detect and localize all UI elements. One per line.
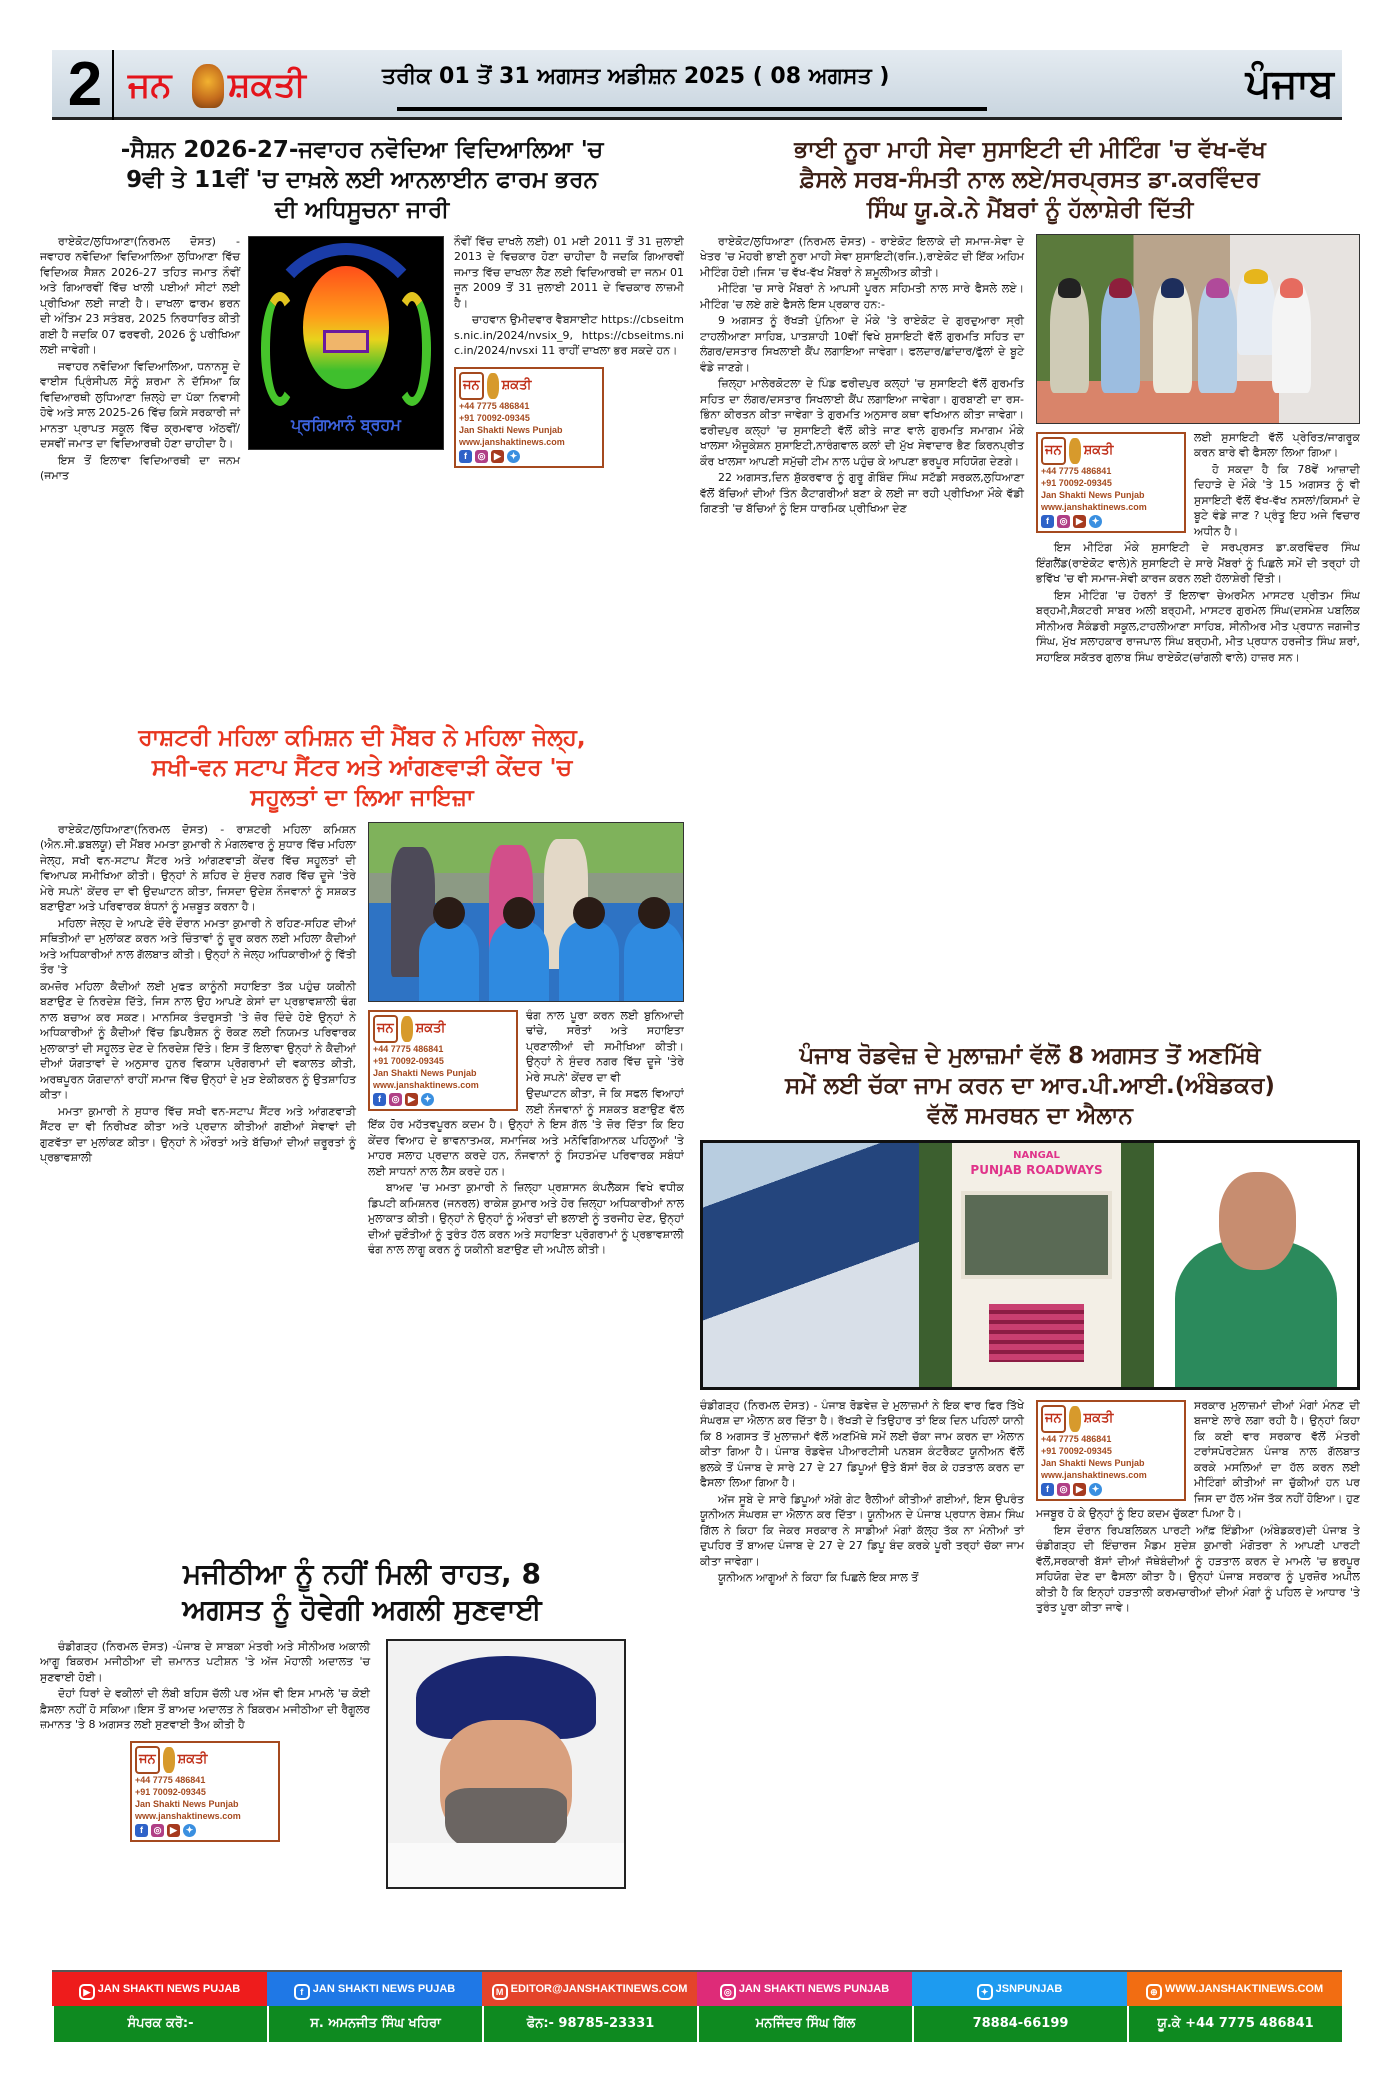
- article-body-col1: [700, 1398, 1024, 1617]
- paragraph-website[interactable]: ਚਾਹਵਾਨ ਉਮੀਦਵਾਰ ਵੈਬਸਾਈਟ https://cbseitms.nic.in/2024/nvsix_9, https://cbseitms.nic.in/2024/nvsxi 11 ਰਾਹੀਂ ਦਾਖਲਾ ਭਰ ਸਕਦੇ ਹਨ।: [454, 313, 684, 358]
- article-majithia: [40, 1556, 684, 1960]
- meeting-photo: [1036, 234, 1360, 424]
- section-name: ਪੰਜਾਬ: [1245, 61, 1334, 107]
- contact-footer: [52, 1970, 1342, 2042]
- paragraph: ਰਾਏਕੋਟ/ਲੁਧਿਆਣਾ(ਨਿਰਮਲ ਦੋਸਤ) - ਰਾਸ਼ਟਰੀ ਮਹਿਲਾ ਕਮਿਸ਼ਨ (ਐਨ.ਸੀ.ਡਬਲਯੂ) ਦੀ ਮੈਂਬਰ ਮਮਤਾ ਕੁਮਾਰੀ ਨੇ ਮੰਗਲਵਾਰ ਨੂੰ ਸੁਧਾਰ ਵਿੱਚ ਮਹਿਲਾ ਜੇਲ੍ਹ, ਸਖੀ ਵਨ-ਸਟਾਪ ਸੈਂਟਰ ਅਤੇ ਆਂਗਣਵਾੜੀ ਕੇਂਦਰ ਵਿੱਚ ਸਹੂਲਤਾਂ ਦੀ ਵਿਆਪਕ ਸਮੀਖਿਆ ਕੀਤੀ। ਉਨ੍ਹਾਂ ਨੇ ਸ਼ਹਿਰ ਦੇ ਸੁੰਦਰ ਨਗਰ ਵਿੱਚ ਦੂਜੇ 'ਤੇਰੇ ਮੇਰੇ ਸਪਨੇ' ਕੇਂਦਰ ਦਾ ਵੀ ਉਦਘਾਟਨ ਕੀਤਾ, ਜਿਸਦਾ ਉਦੇਸ਼ ਨੌਜਵਾਨਾਂ ਨੂੰ ਸਸ਼ਕਤ ਬਣਾਉਣਾ ਅਤੇ ਪਰਿਵਾਰਕ ਬੰਧਨਾਂ ਨੂੰ ਮਜ਼ਬੂਤ ਕਰਨਾ ਹੈ।: [40, 822, 356, 914]
- headline-navodaya[interactable]: [40, 136, 684, 226]
- article-society-meeting: [700, 136, 1360, 1036]
- paragraph: ਰਾਏਕੋਟ/ਲੁਧਿਆਣਾ(ਨਿਰਮਲ ਦੋਸਤ) - ਜਵਾਹਰ ਨਵੋਦਿਆ ਵਿਦਿਆਲਿਆ ਲੁਧਿਆਣਾ ਵਿੱਚ ਵਿਦਿਅਕ ਸੈਸ਼ਨ 2026-27 ਤਹਿਤ ਜਮਾਤ ਨੌਵੀਂ ਅਤੇ ਗਿਆਰਵੀਂ ਵਿੱਚ ਖਾਲੀ ਪਈਆਂ ਸੀਟਾਂ ਲਈ ਪ੍ਰੀਖਿਆ ਲਈ ਜਾਣੀ ਹੈ। ਦਾਖਲਾ ਫਾਰਮ ਭਰਨ ਦੀ ਅੰਤਿਮ 23 ਸਤੰਬਰ, 2025 ਨਿਰਧਾਰਿਤ ਕੀਤੀ ਗਈ ਹੈ ਜਦਕਿ 07 ਫਰਵਰੀ, 2026 ਨੂੰ ਪਰੀਖਿਆ ਲਈ ਜਾਵੇਗੀ।: [40, 234, 240, 357]
- bus-grill: [989, 1304, 1083, 1363]
- ad-website[interactable]: www.janshaktinews.com: [1041, 501, 1147, 512]
- ad-website[interactable]: www.janshaktinews.com: [1041, 1469, 1147, 1480]
- footer-link-instagram[interactable]: [697, 1972, 912, 2006]
- punjab-map-icon: [1069, 438, 1081, 464]
- footer-link-label: WWW.JANSHAKTINEWS.COM: [1164, 1983, 1324, 1995]
- ad-phone-in: +91 70092-09345: [373, 1055, 444, 1066]
- headline-line: -ਸੈਸ਼ਨ 2026-27-ਜਵਾਹਰ ਨਵੋਦਿਆ ਵਿਦਿਆਲਿਆ 'ਚ: [120, 137, 604, 163]
- instagram-icon: ◎: [1057, 515, 1070, 528]
- headline-line: ਵੱਲੋਂ ਸਮਰਥਨ ਦਾ ਐਲਾਨ: [927, 1102, 1133, 1129]
- headline-line: ਪੰਜਾਬ ਰੋਡਵੇਜ਼ ਦੇ ਮੁਲਾਜ਼ਮਾਂ ਵੱਲੋਂ 8 ਅਗਸਤ ਤੋਂ ਅਣਮਿੱਥੇ: [799, 1043, 1261, 1069]
- person: [1101, 280, 1140, 393]
- paragraph: ਬਾਅਦ 'ਚ ਮਮਤਾ ਕੁਮਾਰੀ ਨੇ ਜ਼ਿਲ੍ਹਾ ਪ੍ਰਸ਼ਾਸਨ ਕੰਪਲੈਕਸ ਵਿਖੇ ਵਧੀਕ ਡਿਪਟੀ ਕਮਿਸ਼ਨਰ (ਜਨਰਲ) ਰਾਕੇਸ਼ ਕੁਮਾਰ ਅਤੇ ਹੋਰ ਜ਼ਿਲ੍ਹਾ ਅਧਿਕਾਰੀਆਂ ਨਾਲ ਮੁਲਾਕਾਤ ਕੀਤੀ। ਉਨ੍ਹਾਂ ਨੇ ਉਨ੍ਹਾਂ ਨੂੰ ਔਰਤਾਂ ਦੀ ਭਲਾਈ ਨੂੰ ਤਰਜੀਹ ਦੇਣ, ਉਨ੍ਹਾਂ ਦੀਆਂ ਚੁਣੌਤੀਆਂ ਨੂੰ ਤੁਰੰਤ ਹੱਲ ਕਰਨ ਅਤੇ ਸਹਾਇਤਾ ਪ੍ਰੋਗਰਾਮਾਂ ਨੂੰ ਪ੍ਰਭਾਵਸ਼ਾਲੀ ਢੰਗ ਨਾਲ ਲਾਗੂ ਕਰਨ ਨੂੰ ਯਕੀਨੀ ਬਣਾਉਣ ਦੀ ਅਪੀਲ ਕੀਤੀ।: [368, 1181, 684, 1257]
- advertisement-box[interactable]: [1036, 1400, 1186, 1501]
- mail-icon: M: [492, 1984, 508, 2000]
- headline-line: 9ਵੀ ਤੇ 11ਵੀਂ 'ਚ ਦਾਖ਼ਲੇ ਲਈ ਆਨਲਾਈਨ ਫਾਰਮ ਭਰਨ: [126, 166, 598, 193]
- paragraph: 22 ਅਗਸਤ,ਦਿਨ ਸ਼ੁੱਕਰਵਾਰ ਨੂੰ ਗੁਰੂ ਗੋਬਿੰਦ ਸਿੰਘ ਸਟੱਡੀ ਸਰਕਲ,ਲੁਧਿਆਣਾ ਵੱਲੋਂ ਬੱਚਿਆਂ ਦੀਆਂ ਤਿੰਨ ਕੈਟਾਗਰੀਆਂ ਬਣਾ ਕੇ ਲਈ ਜਾ ਰਹੀ ਪ੍ਰੀਖਿਆ ਮੌਕੇ ਵੱਡੀ ਗਿਣਤੀ 'ਚ ਬੱਚਿਆਂ ਨੂੰ ਇਸ ਧਾਰਮਿਕ ਪ੍ਰੀਖਿਆ ਦੇਣ: [700, 471, 1024, 516]
- page-number: 2: [58, 50, 114, 120]
- shirt: [388, 1843, 624, 1887]
- facebook-icon: f: [294, 1984, 310, 2000]
- article-body-col2: [454, 234, 684, 485]
- footer-link-label: JAN SHAKTI NEWS PUJAB: [97, 1983, 241, 1995]
- paragraph: 9 ਅਗਸਤ ਨੂੰ ਰੱਖੜੀ ਪੁੰਨਿਆ ਦੇ ਮੌਕੇ 'ਤੇ ਰਾਏਕੋਟ ਦੇ ਗੁਰਦੁਆਰਾ ਸ੍ਰੀ ਟਾਹਲੀਆਣਾ ਸਾਹਿਬ, ਪਾਤਸ਼ਾਹੀ 10ਵੀਂ ਵਿਖੇ ਸੁਸਾਇਟੀ ਵੱਲੋਂ ਗੁਰਮਤਿ ਸਹਿਤ ਦਾ ਲੰਗਰ/ਦਸਤਾਰ ਸਿਖਲਾਈ ਕੈਂਪ ਲਗਾਇਆ ਜਾਵੇਗਾ। ਫਲਦਾਰ/ਛਾਂਦਾਰ/ਫੁੱਲਾਂ ਦੇ ਬੂਟੇ ਵੰਡੇ ਜਾਣਗੇ।: [700, 314, 1024, 374]
- article-women-commission: [40, 724, 684, 1550]
- headline-majithia[interactable]: [40, 1556, 684, 1629]
- headline-roadways[interactable]: [700, 1042, 1360, 1132]
- headline-line: ਦੀ ਅਧਿਸੂਚਨਾ ਜਾਰੀ: [274, 196, 450, 223]
- paragraph: ਚੰਡੀਗੜ੍ਹ (ਨਿਰਮਲ ਦੋਸਤ) -ਪੰਜਾਬ ਦੇ ਸਾਬਕਾ ਮੰਤਰੀ ਅਤੇ ਸੀਨੀਅਰ ਅਕਾਲੀ ਆਗੂ ਬਿਕਰਮ ਮਜੀਠੀਆ ਦੀ ਜ਼ਮਾਨਤ ਪਟੀਸ਼ਨ 'ਤੇ ਅੱਜ ਮੋਹਾਲੀ ਅਦਾਲਤ 'ਚ ਸੁਣਵਾਈ ਹੋਈ।: [40, 1639, 370, 1684]
- ad-shakti: ਸ਼ਕਤੀ: [177, 1751, 208, 1767]
- ad-phone-in: +91 70092-09345: [1041, 477, 1112, 488]
- footer-contact-item: [697, 2006, 912, 2042]
- person: [1237, 270, 1276, 355]
- logo-emblem: [303, 266, 388, 389]
- bus-text: PUNJAB ROADWAYS: [970, 1162, 1103, 1177]
- paragraph: ਕਮਜ਼ੋਰ ਮਹਿਲਾ ਕੈਦੀਆਂ ਲਈ ਮੁਫਤ ਕਾਨੂੰਨੀ ਸਹਾਇਤਾ ਤੱਕ ਪਹੁੰਚ ਯਕੀਨੀ ਬਣਾਉਣ ਦੇ ਨਿਰਦੇਸ਼ ਦਿੱਤੇ, ਜਿਸ ਨਾਲ ਉਹ ਆਪਣੇ ਕੇਸਾਂ ਦਾ ਪ੍ਰਭਾਵਸ਼ਾਲੀ ਢੰਗ ਨਾਲ ਬਚਾਅ ਕਰ ਸਕਣ। ਮਾਨਸਿਕ ਤੰਦਰੁਸਤੀ 'ਤੇ ਜ਼ੋਰ ਦਿੰਦੇ ਹੋਏ ਉਨ੍ਹਾਂ ਨੇ ਅਧਿਕਾਰੀਆਂ ਨੂੰ ਕੈਦੀਆਂ ਵਿੱਚ ਡਿਪਰੈਸ਼ਨ ਨੂੰ ਰੋਕਣ ਲਈ ਨਿਯਮਤ ਪਰਿਵਾਰਕ ਮੁਲਾਕਾਤਾਂ ਦੀ ਸਹੂਲਤ ਦੇਣ ਦੇ ਨਿਰਦੇਸ਼ ਦਿੱਤੇ। ਇਸ ਤੋਂ ਇਲਾਵਾ ਉਨ੍ਹਾਂ ਨੇ ਕੈਦੀਆਂ ਦੀਆਂ ਯੋਗਤਾਵਾਂ ਦੇ ਅਨੁਸਾਰ ਹੁਨਰ ਵਿਕਾਸ ਪ੍ਰੋਗਰਾਮਾਂ ਦੀ ਵਕਾਲਤ ਕੀਤੀ, ਅਰਥਪੂਰਨ ਯੋਗਦਾਨਾਂ ਰਾਹੀਂ ਸਮਾਜ ਵਿੱਚ ਉਨ੍ਹਾਂ ਦੇ ਮੁੜ ਏਕੀਕਰਨ ਨੂੰ ਉਤਸ਼ਾਹਿਤ ਕੀਤਾ।: [40, 979, 356, 1102]
- footer-contact-text: ਸ. ਅਮਨਜੀਤ ਸਿੰਘ ਖਹਿਰਾ: [310, 2016, 441, 2031]
- paragraph: ਰਾਏਕੋਟ/ਲੁਧਿਆਣਾ (ਨਿਰਮਲ ਦੋਸਤ) - ਰਾਏਕੋਟ ਇਲਾਕੇ ਦੀ ਸਮਾਜ-ਸੇਵਾ ਦੇ ਖੇਤਰ 'ਚ ਮੋਹਰੀ ਭਾਈ ਨੂਰਾ ਮਾਹੀ ਸੇਵਾ ਸੁਸਾਇਟੀ(ਰਜਿ.),ਰਾਏਕੋਟ ਦੀ ਇੱਕ ਅਹਿਮ ਮੀਟਿੰਗ ਹੋਈ।ਜਿਸ 'ਚ ਵੱਖ-ਵੱਖ ਮੈਂਬਰਾਂ ਨੇ ਸ਼ਮੂਲੀਅਤ ਕੀਤੀ।: [700, 234, 1024, 279]
- article-body-col1: [700, 234, 1024, 667]
- footer-contact-text: ਸੰਪਰਕ ਕਰੋ:-: [127, 2016, 194, 2031]
- ad-logo: [1041, 437, 1181, 465]
- ad-brand: Jan Shakti News Punjab: [1041, 1457, 1145, 1468]
- ad-phone-uk: +44 7775 486841: [373, 1043, 444, 1054]
- article-body-col2: [368, 822, 684, 1259]
- twitter-icon: ✦: [1089, 515, 1102, 528]
- headline-line: ਅਗਸਤ ਨੂੰ ਹੋਵੇਗੀ ਅਗਲੀ ਸੁਣਵਾਈ: [182, 1593, 542, 1627]
- paragraph: ਜ਼ਿਲ੍ਹਾ ਮਾਲੇਰਕੋਟਲਾ ਦੇ ਪਿੰਡ ਫਰੀਦਪੁਰ ਕਲ੍ਹਾਂ 'ਚ ਸੁਸਾਇਟੀ ਵੱਲੋਂ ਗੁਰਮਤਿ ਸਹਿਤ ਦਾ ਲੰਗਰ/ਦਸਤਾਰ ਸਿਖਲਾਈ ਕੈਂਪ ਲਗਾਇਆ ਜਾਵੇਗਾ। ਗੁਰਬਾਣੀ ਦਾ ਰਸ-ਭਿੰਨਾ ਕੀਰਤਨ ਕੀਤਾ ਜਾਵੇਗਾ ਤੇ ਗੁਰਮਤਿ ਅਨੁਸਾਰ ਕਥਾ ਵਖਿਆਨ ਕੀਤਾ ਜਾਵੇਗਾ। ਫਰੀਦਪੁਰ ਕਲ੍ਹਾਂ 'ਚ ਸੁਸਾਇਟੀ ਵੱਲੋਂ ਕੀਤੇ ਜਾਣ ਵਾਲੇ ਗੁਰਮਤਿ ਸਮਾਗਮ ਮੌਕੇ ਖਾਲਸਾ ਐਜੂਕੇਸ਼ਨ ਸੁਸਾਇਟੀ,ਨਾਰੰਗਵਾਲ ਕਲਾਂ ਦੀ ਮੁੱਖ ਸੇਵਾਦਾਰ ਭੈਣ ਕਿਰਨਪ੍ਰੀਤ ਕੌਰ ਖਾਲਸਾ ਆਪਣੀ ਸਮੁੱਚੀ ਟੀਮ ਨਾਲ ਪਹੁੰਚ ਕੇ ਆਪਣਾ ਭਰਪੂਰ ਸਹਿਯੋਗ ਦੇਣਗੇ।: [700, 377, 1024, 468]
- punjab-map-icon: [163, 1747, 175, 1773]
- twitter-icon: ✦: [421, 1093, 434, 1106]
- advertisement-box[interactable]: [454, 367, 604, 468]
- ad-social-icons: [373, 1093, 513, 1106]
- ad-social-icons: [1041, 1483, 1181, 1496]
- headline-line: ਭਾਈ ਨੂਰਾ ਮਾਹੀ ਸੇਵਾ ਸੁਸਾਇਟੀ ਦੀ ਮੀਟਿੰਗ 'ਚ ਵੱਖ-ਵੱਖ: [794, 137, 1266, 163]
- ad-jan: ਜਨ: [135, 1746, 160, 1774]
- ad-shakti: ਸ਼ਕਤੀ: [415, 1020, 446, 1036]
- ad-jan: ਜਨ: [1041, 437, 1066, 465]
- logo-word-jan: ਜਨ: [128, 65, 172, 105]
- ad-phone-uk: +44 7775 486841: [1041, 1433, 1112, 1444]
- ad-logo: [1041, 1405, 1181, 1433]
- footer-contact-text: ਮਨਜਿੰਦਰ ਸਿੰਘ ਗਿੱਲ: [755, 2016, 856, 2031]
- bus-text: NANGAL: [1013, 1149, 1060, 1161]
- headline-women-commission[interactable]: [40, 724, 684, 814]
- footer-link-globe[interactable]: [1127, 1972, 1342, 2006]
- buses-and-leader-photo: [700, 1140, 1360, 1390]
- headline-line: ਫ਼ੈਸਲੇ ਸਰਬ-ਸੰਮਤੀ ਨਾਲ ਲਏ/ਸਰਪ੍ਰਸਤ ਡਾ.ਕਰਵਿੰਦਰ: [800, 166, 1260, 193]
- headline-line: ਮਜੀਠੀਆ ਨੂੰ ਨਹੀਂ ਮਿਲੀ ਰਾਹਤ, 8: [183, 1557, 541, 1590]
- article-body-col2: [1036, 1398, 1360, 1617]
- ad-website[interactable]: www.janshaktinews.com: [373, 1079, 479, 1090]
- ad-website[interactable]: www.janshaktinews.com: [135, 1810, 241, 1821]
- footer-contact-text: ਫੋਨ:- 98785-23331: [526, 2016, 655, 2031]
- youtube-icon: ▶: [167, 1824, 180, 1837]
- footer-link-label: EDITOR@JANSHAKTINEWS.COM: [510, 1983, 688, 1995]
- leader-portrait: [1154, 1143, 1357, 1387]
- footer-contact-row: [52, 2006, 1342, 2042]
- ad-jan: ਜਨ: [459, 372, 484, 400]
- ad-social-icons: [1041, 515, 1181, 528]
- footer-link-mail[interactable]: [482, 1972, 697, 2006]
- child: [419, 921, 479, 1001]
- paragraph: ਮੀਟਿੰਗ 'ਚ ਸਾਰੇ ਮੈਂਬਰਾਂ ਨੇ ਆਪਸੀ ਪੂਰਨ ਸਹਿਮਤੀ ਨਾਲ ਸਾਰੇ ਫੈਸਲੇ ਲਏ। ਮੀਟਿੰਗ 'ਚ ਲਏ ਗਏ ਫੈਸਲੇ ਇਸ ਪ੍ਰਕਾਰ ਹਨ:-: [700, 282, 1024, 311]
- instagram-icon: ◎: [720, 1984, 736, 2000]
- advertisement-box[interactable]: [130, 1741, 280, 1842]
- child: [489, 921, 549, 1001]
- instagram-icon: ◎: [389, 1093, 402, 1106]
- ad-brand: Jan Shakti News Punjab: [373, 1067, 477, 1078]
- ad-phone-uk: +44 7775 486841: [1041, 465, 1112, 476]
- headline-line: ਸਹੂਲਤਾਂ ਦਾ ਲਿਆ ਜਾਇਜ਼ਾ: [250, 784, 474, 811]
- ad-social-icons: [135, 1824, 275, 1837]
- footer-link-facebook[interactable]: [267, 1972, 482, 2006]
- paragraph: ਯੂਨੀਅਨ ਆਗੂਆਂ ਨੇ ਕਿਹਾ ਕਿ ਪਿਛਲੇ ਇਕ ਸਾਲ ਤੋਂ: [718, 1571, 919, 1585]
- headline-society[interactable]: [700, 136, 1360, 226]
- punjab-map-icon: [192, 64, 224, 108]
- navodaya-logo-image: [248, 236, 444, 450]
- paragraph: ਇਸ ਮੀਟਿੰਗ 'ਚ ਹੋਰਨਾਂ ਤੋਂ ਇਲਾਵਾ ਚੇਅਰਮੈਨ ਮਾਸਟਰ ਪ੍ਰੀਤਮ ਸਿੰਘ ਬਰ੍ਹਮੀ,ਸੈਕਟਰੀ ਸਾਬਰ ਅਲੀ ਬਰ੍ਹਮੀ, ਮਾਸਟਰ ਗੁਰਮੇਲ ਸਿੰਘ(ਦਸਮੇਸ਼ ਪਬਲਿਕ ਸੀਨੀਅਰ ਸੈਕੰਡਰੀ ਸਕੂਲ,ਟਾਹਲੀਆਣਾ ਸਾਹਿਬ, ਸੀਨੀਅਰ ਮੀਤ ਪ੍ਰਧਾਨ ਜਗਜੀਤ ਸਿੰਘ, ਮੁੱਖ ਸਲਾਹਕਾਰ ਰਾਜਪਾਲ ਸਿੰਘ ਬਰ੍ਹਮੀ, ਮੀਤ ਪ੍ਰਧਾਨ ਹਰਜੀਤ ਸਿੰਘ ਸ਼ਰਾਂ, ਸਹਾਇਕ ਸਕੱਤਰ ਗੁਲਾਬ ਸਿੰਘ ਰਾਏਕੋਟ(ਚਾਂਗਲੀ ਵਾਲੇ) ਹਾਜ਼ਰ ਸਨ।: [1036, 588, 1360, 664]
- footer-contact-text: ਯੂ.ਕੇ +44 7775 486841: [1157, 2016, 1314, 2031]
- paragraph: ਉਦਘਾਟਨ ਕੀਤਾ, ਜੋ ਕਿ ਸਫਲ ਵਿਆਹਾਂ ਲਈ ਨੌਜਵਾਨਾਂ ਨੂੰ ਸਸ਼ਕਤ ਬਣਾਉਣ ਵੱਲ ਇੱਕ ਹੋਰ ਮਹੱਤਵਪੂਰਨ ਕਦਮ ਹੈ। ਉਨ੍ਹਾਂ ਨੇ ਇਸ ਗੱਲ 'ਤੇ ਜ਼ੋਰ ਦਿੱਤਾ ਕਿ ਇਹ ਕੇਂਦਰ ਵਿਆਹ ਦੇ ਭਾਵਨਾਤਮਕ, ਸਮਾਜਿਕ ਅਤੇ ਮਨੋਵਿਗਿਆਨਕ ਪਹਿਲੂਆਂ 'ਤੇ ਮਾਹਰ ਸਲਾਹ ਪ੍ਰਦਾਨ ਕਰਦੇ ਹਨ, ਨੌਜਵਾਨਾਂ ਨੂੰ ਸਿਹਤਮੰਦ ਪਰਿਵਾਰਕ ਸਬੰਧਾਂ ਲਈ ਸਾਧਨਾਂ ਨਾਲ ਲੈਸ ਕਰਦੇ ਹਨ।: [368, 1087, 684, 1178]
- globe-icon: ⊕: [1146, 1984, 1162, 2000]
- ad-shakti: ਸ਼ਕਤੀ: [1083, 1410, 1114, 1426]
- article-body-col1: [40, 822, 356, 1259]
- paragraph: ਸਰਕਾਰ ਮੁਲਾਜ਼ਮਾਂ ਦੀਆਂ ਮੰਗਾਂ ਮੰਨਣ ਦੀ ਬਜਾਏ ਲਾਰੇ ਲਗਾ ਰਹੀ ਹੈ। ਉਨ੍ਹਾਂ ਕਿਹਾ ਕਿ ਕਈ ਵਾਰ ਸਰਕਾਰ ਵੱਲੋਂ ਮੰਤਰੀ ਟਰਾਂਸਪੋਰਟੇਸ਼ਨ ਪੰਜਾਬ ਨਾਲ ਗੱਲਬਾਤ ਕਰਕੇ ਮਸਲਿਆਂ ਦਾ ਹੱਲ ਕਰਨ ਲਈ ਮੀਟਿੰਗਾਂ ਕੀਤੀਆਂ ਜਾ ਚੁੱਕੀਆਂ ਹਨ ਪਰ ਜਿਸ ਦਾ ਹੱਲ ਅੱਜ ਤੱਕ ਨਹੀਂ ਹੋਇਆ। ਹੁਣ ਮਜਬੂਰ ਹੋ ਕੇ ਉਨ੍ਹਾਂ ਨੂੰ ਇਹ ਕਦਮ ਚੁੱਕਣਾ ਪਿਆ ਹੈ।: [1036, 1398, 1360, 1521]
- ad-phone-in: +91 70092-09345: [1041, 1445, 1112, 1456]
- instagram-icon: ◎: [151, 1824, 164, 1837]
- twitter-icon: ✦: [183, 1824, 196, 1837]
- footer-contact-item: [1127, 2006, 1342, 2042]
- person: [1272, 280, 1311, 393]
- footer-contact-item: [267, 2006, 482, 2042]
- youtube-icon: ▶: [405, 1093, 418, 1106]
- twitter-icon: ✦: [1089, 1483, 1102, 1496]
- footer-contact-text: 78884-66199: [972, 2016, 1069, 2031]
- bus-windshield: [961, 1191, 1112, 1279]
- youtube-icon: ▶: [79, 1984, 95, 2000]
- facebook-icon: f: [373, 1093, 386, 1106]
- book-icon: [323, 330, 370, 353]
- footer-contact-item: [912, 2006, 1127, 2042]
- footer-link-label: JSNPUNJAB: [995, 1983, 1063, 1995]
- youtube-icon: ▶: [1073, 1483, 1086, 1496]
- person: [1153, 280, 1192, 393]
- paragraph: ਇਸ ਦੌਰਾਨ ਰਿਪਬਲਿਕਨ ਪਾਰਟੀ ਆੱਫ਼ ਇੰਡੀਆ (ਅੰਬੇਡਕਰ)ਦੀ ਪੰਜਾਬ ਤੇ ਚੰਡੀਗੜ੍ਹ ਦੀ ਇੰਚਾਰਜ ਮੈਡਮ ਸੁਦੇਸ਼ ਕੁਮਾਰੀ ਮੰਗੋਤਰਾ ਨੇ ਆਪਣੀ ਪਾਰਟੀ ਵੱਲੋਂ,ਸਰਕਾਰੀ ਬੱਸਾਂ ਦੀਆਂ ਜੱਥੇਬੰਦੀਆਂ ਨੂੰ ਹੜਤਾਲ ਕਰਨ ਦੇ ਮਾਮਲੇ 'ਚ ਭਰਪੂਰ ਸਹਿਯੋਗ ਦੇਣ ਦਾ ਫੈਸਲਾ ਕੀਤਾ ਹੈ। ਉਨ੍ਹਾਂ ਪੰਜਾਬ ਸਰਕਾਰ ਨੂੰ ਪੁਰਜ਼ੋਰ ਅਪੀਲ ਕੀਤੀ ਹੈ ਕਿ ਇਨ੍ਹਾਂ ਹੜਤਾਲੀ ਕਰਮਚਾਰੀਆਂ ਦੀਆਂ ਮੰਗਾਂ ਨੂੰ ਪਹਿਲ ਦੇ ਆਧਾਰ 'ਤੇ ਤੁਰੰਤ ਪੂਰਾ ਕੀਤਾ ਜਾਵੇ।: [1036, 1523, 1360, 1615]
- ad-jan: ਜਨ: [373, 1015, 398, 1043]
- punjab-map-icon: [487, 373, 499, 399]
- paragraph: ਅੱਜ ਸੂਬੇ ਦੇ ਸਾਰੇ ਡਿਪੂਆਂ ਅੱਗੇ ਗੇਟ ਰੈਲੀਆਂ ਕੀਤੀਆਂ ਗਈਆਂ, ਇਸ ਉਪਰੰਤ ਯੂਨੀਅਨ ਸੰਘਰਸ਼ ਦਾ ਐਲਾਨ ਕਰ ਦਿੱਤਾ। ਯੂਨੀਅਨ ਦੇ ਪੰਜਾਬ ਪ੍ਰਧਾਨ ਰੇਸ਼ਮ ਸਿੰਘ ਗਿੱਲ ਨੇ ਕਿਹਾ ਕਿ ਜੇਕਰ ਸਰਕਾਰ ਨੇ ਸਾਡੀਆਂ ਮੰਗਾਂ ਕੱਲ੍ਹ ਤੱਕ ਨਾ ਮੰਨੀਆਂ ਤਾਂ ਦੁਪਹਿਰ ਤੋਂ ਬਾਅਦ ਪੰਜਾਬ ਦੇ 27 ਦੇ 27 ਡਿਪੂ ਬੰਦ ਕਰਕੇ ਪੂਰੀ ਤਰ੍ਹਾਂ ਚੱਕਾ ਜਾਮ ਕੀਤਾ ਜਾਵੇਗਾ।: [700, 1492, 1024, 1568]
- newspaper-logo[interactable]: [128, 56, 328, 114]
- bus-blue: [703, 1143, 919, 1387]
- article-body-col1: [40, 234, 444, 485]
- article-body: [40, 1639, 370, 1889]
- date-underline: [397, 107, 987, 111]
- ad-phone-in: +91 70092-09345: [135, 1786, 206, 1797]
- advertisement-box[interactable]: [1036, 432, 1186, 533]
- ad-phone-uk: +44 7775 486841: [135, 1774, 206, 1785]
- footer-link-youtube[interactable]: [52, 1972, 267, 2006]
- article-roadways: [700, 1042, 1360, 1960]
- ad-phone-uk: +44 7775 486841: [459, 400, 530, 411]
- paragraph: ਇਸ ਤੋਂ ਇਲਾਵਾ ਵਿਦਿਆਰਥੀ ਦਾ ਜਨਮ (ਜਮਾਤ: [40, 453, 240, 483]
- person: [1050, 280, 1089, 393]
- footer-social-row: [52, 1972, 1342, 2006]
- instagram-icon: ◎: [475, 450, 488, 463]
- footer-link-label: JAN SHAKTI NEWS PUJAB: [312, 1983, 456, 1995]
- edition-date: ਤਰੀਕ 01 ਤੋਂ 31 ਅਗਸਤ ਅਡੀਸ਼ਨ 2025 ( 08 ਅਗਸਤ ): [382, 64, 890, 89]
- twitter-icon: ✦: [507, 450, 520, 463]
- punjab-map-icon: [1069, 1406, 1081, 1432]
- headline-line: ਰਾਸ਼ਟਰੀ ਮਹਿਲਾ ਕਮਿਸ਼ਨ ਦੀ ਮੈਂਬਰ ਨੇ ਮਹਿਲਾ ਜੇਲ੍ਹ,: [138, 725, 586, 751]
- child: [624, 921, 684, 1001]
- paragraph: ਦੋਹਾਂ ਧਿਰਾਂ ਦੇ ਵਕੀਲਾਂ ਦੀ ਲੰਬੀ ਬਹਿਸ ਚੱਲੀ ਪਰ ਅੱਜ ਵੀ ਇਸ ਮਾਮਲੇ 'ਚ ਕੋਈ ਫ਼ੈਸਲਾ ਨਹੀਂ ਹੋ ਸਕਿਆ।ਇਸ ਤੋਂ ਬਾਅਦ ਅਦਾਲਤ ਨੇ ਬਿਕਰਮ ਮਜੀਠੀਆ ਦੀ ਰੈਗੂਲਰ ਜ਼ਮਾਨਤ 'ਤੇ 8 ਅਗਸਤ ਲਈ ਸੁਣਵਾਈ ਤੈਅ ਕੀਤੀ ਹੈ: [40, 1687, 370, 1732]
- ad-brand: Jan Shakti News Punjab: [135, 1798, 239, 1809]
- logo-motto: ਪ੍ਰਗਿਆਨੰ ਬ੍ਰਹਮ: [291, 414, 401, 434]
- ad-jan: ਜਨ: [1041, 1405, 1066, 1433]
- ad-logo: [459, 372, 599, 400]
- ad-shakti: ਸ਼ਕਤੀ: [501, 377, 532, 393]
- facebook-icon: f: [135, 1824, 148, 1837]
- paragraph: ਚੰਡੀਗੜ੍ਹ (ਨਿਰਮਲ ਦੋਸਤ) - ਪੰਜਾਬ ਰੋਡਵੇਜ਼ ਦੇ ਮੁਲਾਜ਼ਮਾਂ ਨੇ ਇਕ ਵਾਰ ਫਿਰ ਤਿੱਖੇ ਸੰਘਰਸ਼ ਦਾ ਐਲਾਨ ਕਰ ਦਿੱਤਾ ਹੈ। ਰੱਖੜੀ ਦੇ ਤਿਉਹਾਰ ਤਾਂ ਇਕ ਦਿਨ ਪਹਿਲਾਂ ਯਾਨੀ ਕਿ 8 ਅਗਸਤ ਤੋਂ ਮੁਲਾਜ਼ਮਾਂ ਵੱਲੋਂ ਅਣਮਿੱਥੇ ਸਮੇਂ ਲਈ ਚੱਕਾ ਜਾਮ ਕਰਨ ਦਾ ਐਲਾਨ ਕੀਤਾ ਗਿਆ ਹੈ। ਪੰਜਾਬ ਰੋਡਵੇਜ਼ ਪੀਆਰਟੀਸੀ ਪਨਬਸ ਕੰਟਰੈਕਟ ਯੂਨੀਅਨ ਵੱਲੋਂ ਭਲਕੇ ਤੋਂ ਪੰਜਾਬ ਦੇ ਸਾਰੇ 27 ਦੇ 27 ਡਿਪੂਆਂ ਉਤੇ ਬੱਸਾਂ ਰੋਕ ਕੇ ਹੜਤਾਲ ਕਰਨ ਦਾ ਫੈਸਲਾ ਲਿਆ ਗਿਆ ਹੈ।: [700, 1398, 1024, 1490]
- ad-brand: Jan Shakti News Punjab: [1041, 489, 1145, 500]
- child: [559, 921, 619, 1001]
- laurel-right: [393, 292, 432, 406]
- jail-visit-photo: [368, 822, 684, 1002]
- ad-website[interactable]: www.janshaktinews.com: [459, 436, 565, 447]
- footer-link-label: JAN SHAKTI NEWS PUNJAB: [738, 1983, 890, 1995]
- person: [1198, 280, 1237, 393]
- bus-punjab-roadways: [919, 1143, 1154, 1387]
- facebook-icon: f: [1041, 1483, 1054, 1496]
- paragraph: ਮਹਿਲਾ ਜੇਲ੍ਹ ਦੇ ਆਪਣੇ ਦੌਰੇ ਦੌਰਾਨ ਮਮਤਾ ਕੁਮਾਰੀ ਨੇ ਰਹਿਣ-ਸਹਿਣ ਦੀਆਂ ਸਥਿਤੀਆਂ ਦਾ ਮੁਲਾਂਕਣ ਕਰਨ ਅਤੇ ਚਿੰਤਾਵਾਂ ਨੂੰ ਦੂਰ ਕਰਨ ਲਈ ਮਹਿਲਾ ਕੈਦੀਆਂ ਅਤੇ ਅਧਿਕਾਰੀਆਂ ਨਾਲ ਗੱਲਬਾਤ ਕੀਤੀ। ਉਨ੍ਹਾਂ ਨੇ ਜੇਲ੍ਹ ਅਧਿਕਾਰੀਆਂ ਨੂੰ ਵਿੱਤੀ ਤੌਰ 'ਤੇ: [40, 916, 356, 977]
- facebook-icon: f: [459, 450, 472, 463]
- footer-contact-item: [52, 2006, 267, 2042]
- logo-word-shakti: ਸ਼ਕਤੀ: [228, 65, 306, 105]
- paragraph: ਇਸ ਮੀਟਿੰਗ ਮੌਕੇ ਸੁਸਾਇਟੀ ਦੇ ਸਰਪ੍ਰਸਤ ਡਾ.ਕਰਵਿੰਦਰ ਸਿੰਘ ਇੰਗਲੈਂਡ(ਰਾਏਕੋਟ ਵਾਲੇ)ਨੇ ਸੁਸਾਇਟੀ ਦੇ ਸਾਰੇ ਮੈਂਬਰਾਂ ਨੂੰ ਪਿਛਲੇ ਸਮੇਂ ਦੀ ਤਰ੍ਹਾਂ ਹੀ ਭਵਿੱਖ 'ਚ ਵੀ ਸਮਾਜ-ਸੇਵੀ ਕਾਰਜ ਕਰਨ ਲਈ ਹੱਲਾਸ਼ੇਰੀ ਦਿੱਤੀ।: [1036, 541, 1360, 586]
- instagram-icon: ◎: [1057, 1483, 1070, 1496]
- article-navodaya: [40, 136, 684, 718]
- headline-line: ਸਿੰਘ ਯੂ.ਕੇ.ਨੇ ਮੈਂਬਰਾਂ ਨੂੰ ਹੱਲਾਸ਼ੇਰੀ ਦਿੱਤੀ: [866, 196, 1194, 223]
- ad-logo: [373, 1015, 513, 1043]
- politician-portrait: [386, 1639, 626, 1889]
- face: [1219, 1172, 1296, 1270]
- ad-phone-in: +91 70092-09345: [459, 412, 530, 423]
- headline-line: ਸਖੀ-ਵਨ ਸਟਾਪ ਸੈਂਟਰ ਅਤੇ ਆਂਗਣਵਾੜੀ ਕੇਂਦਰ 'ਚ: [151, 754, 573, 781]
- masthead: [52, 50, 1342, 120]
- ad-shakti: ਸ਼ਕਤੀ: [1083, 442, 1114, 458]
- ad-brand: Jan Shakti News Punjab: [459, 424, 563, 435]
- paragraph: ਨੌਵੀਂ ਵਿੱਚ ਦਾਖਲੇ ਲਈ) 01 ਮਈ 2011 ਤੋਂ 31 ਜੁਲਾਈ 2013 ਦੇ ਵਿਚਕਾਰ ਹੋਣਾ ਚਾਹੀਦਾ ਹੈ ਜਦਕਿ ਗਿਆਰਵੀਂ ਜਮਾਤ ਵਿੱਚ ਦਾਖਲਾ ਲੈਣ ਲਈ ਵਿਦਿਆਰਥੀ ਦਾ ਜਨਮ 01 ਜੂਨ 2009 ਤੋਂ 31 ਜੁਲਾਈ 2011 ਦੇ ਵਿਚਕਾਰ ਲਾਜ਼ਮੀ ਹੈ।: [454, 234, 684, 310]
- paragraph: ਹੋ ਸਕਦਾ ਹੈ ਕਿ 78ਵੇਂ ਆਜ਼ਾਦੀ ਦਿਹਾੜੇ ਦੇ ਮੌਕੇ 'ਤੇ 15 ਅਗਸਤ ਨੂੰ ਵੀ ਸੁਸਾਇਟੀ ਵੱਲੋਂ ਵੱਖ-ਵੱਖ ਨਸਲਾਂ/ਕਿਸਮਾਂ ਦੇ ਬੂਟੇ ਵੰਡੇ ਜਾਣ ? ਪ੍ਰੰਤੂ ਇਹ ਅਜੇ ਵਿਚਾਰ ਅਧੀਨ ਹੈ।: [1194, 462, 1360, 538]
- laurel-left: [261, 292, 300, 406]
- article-body-col2: [1036, 234, 1360, 667]
- advertisement-box[interactable]: [368, 1010, 518, 1111]
- footer-link-twitter[interactable]: [912, 1972, 1127, 2006]
- headline-line: ਸਮੇਂ ਲਈ ਚੱਕਾ ਜਾਮ ਕਰਨ ਦਾ ਆਰ.ਪੀ.ਆਈ.(ਅੰਬੇਡਕਰ): [785, 1072, 1275, 1099]
- paragraph: ਮਮਤਾ ਕੁਮਾਰੀ ਨੇ ਸੁਧਾਰ ਵਿੱਚ ਸਖੀ ਵਨ-ਸਟਾਪ ਸੈਂਟਰ ਅਤੇ ਆਂਗਣਵਾੜੀ ਸੈਂਟਰ ਦਾ ਵੀ ਨਿਰੀਖਣ ਕੀਤਾ ਅਤੇ ਪ੍ਰਦਾਨ ਕੀਤੀਆਂ ਗਈਆਂ ਸੇਵਾਵਾਂ ਦੀ ਗੁਣਵੱਤਾ ਦਾ ਮੁਲਾਂਕਣ ਕੀਤਾ। ਉਨ੍ਹਾਂ ਨੇ ਔਰਤਾਂ ਅਤੇ ਬੱਚਿਆਂ ਦੀਆਂ ਜ਼ਰੂਰਤਾਂ ਨੂੰ ਪ੍ਰਭਾਵਸ਼ਾਲੀ: [40, 1104, 356, 1165]
- ad-social-icons: [459, 450, 599, 463]
- footer-contact-item: [482, 2006, 697, 2042]
- paragraph: ਜਵਾਹਰ ਨਵੋਦਿਆ ਵਿਦਿਆਲਿਆ, ਧਨਾਨਸੂ ਦੇ ਵਾਈਸ ਪ੍ਰਿੰਸੀਪਲ ਸੋਨੂੰ ਸ਼ਰਮਾ ਨੇ ਦੱਸਿਆ ਕਿ ਵਿਦਿਆਰਥੀ ਲੁਧਿਆਣਾ ਜ਼ਿਲ੍ਹੇ ਦਾ ਪੱਕਾ ਨਿਵਾਸੀ ਹੋਵੇ ਅਤੇ ਸਾਲ 2025-26 ਵਿੱਚ ਕਿਸੇ ਸਰਕਾਰੀ ਜਾਂ ਮਾਨਤਾ ਪ੍ਰਾਪਤ ਸਕੂਲ ਵਿੱਚ ਕ੍ਰਮਵਾਰ ਅੱਠਵੀਂ/ਦਸਵੀਂ ਜਮਾਤ ਦਾ ਵਿਦਿਆਰਥੀ ਹੋਣਾ ਚਾਹੀਦਾ ਹੈ।: [40, 359, 240, 451]
- paragraph: ਲਈ ਸੁਸਾਇਟੀ ਵੱਲੋਂ ਪ੍ਰੇਰਿਤ/ਜਾਗਰੂਕ ਕਰਨ ਬਾਰੇ ਵੀ ਫੈਸਲਾ ਲਿਆ ਗਿਆ।: [1194, 430, 1360, 460]
- facebook-icon: f: [1041, 515, 1054, 528]
- youtube-icon: ▶: [491, 450, 504, 463]
- youtube-icon: ▶: [1073, 515, 1086, 528]
- paragraph: ਢੰਗ ਨਾਲ ਪੂਰਾ ਕਰਨ ਲਈ ਬੁਨਿਆਦੀ ਢਾਂਚੇ, ਸਰੋਤਾਂ ਅਤੇ ਸਹਾਇਤਾ ਪ੍ਰਣਾਲੀਆਂ ਦੀ ਸਮੀਖਿਆ ਕੀਤੀ। ਉਨ੍ਹਾਂ ਨੇ ਸੁੰਦਰ ਨਗਰ ਵਿੱਚ ਦੂਜੇ 'ਤੇਰੇ ਮੇਰੇ ਸਪਨੇ' ਕੇਂਦਰ ਦਾ ਵੀ: [526, 1008, 684, 1084]
- punjab-map-icon: [401, 1016, 413, 1042]
- bus-destination: [919, 1148, 1154, 1178]
- twitter-icon: ✦: [977, 1984, 993, 2000]
- ad-logo: [135, 1746, 275, 1774]
